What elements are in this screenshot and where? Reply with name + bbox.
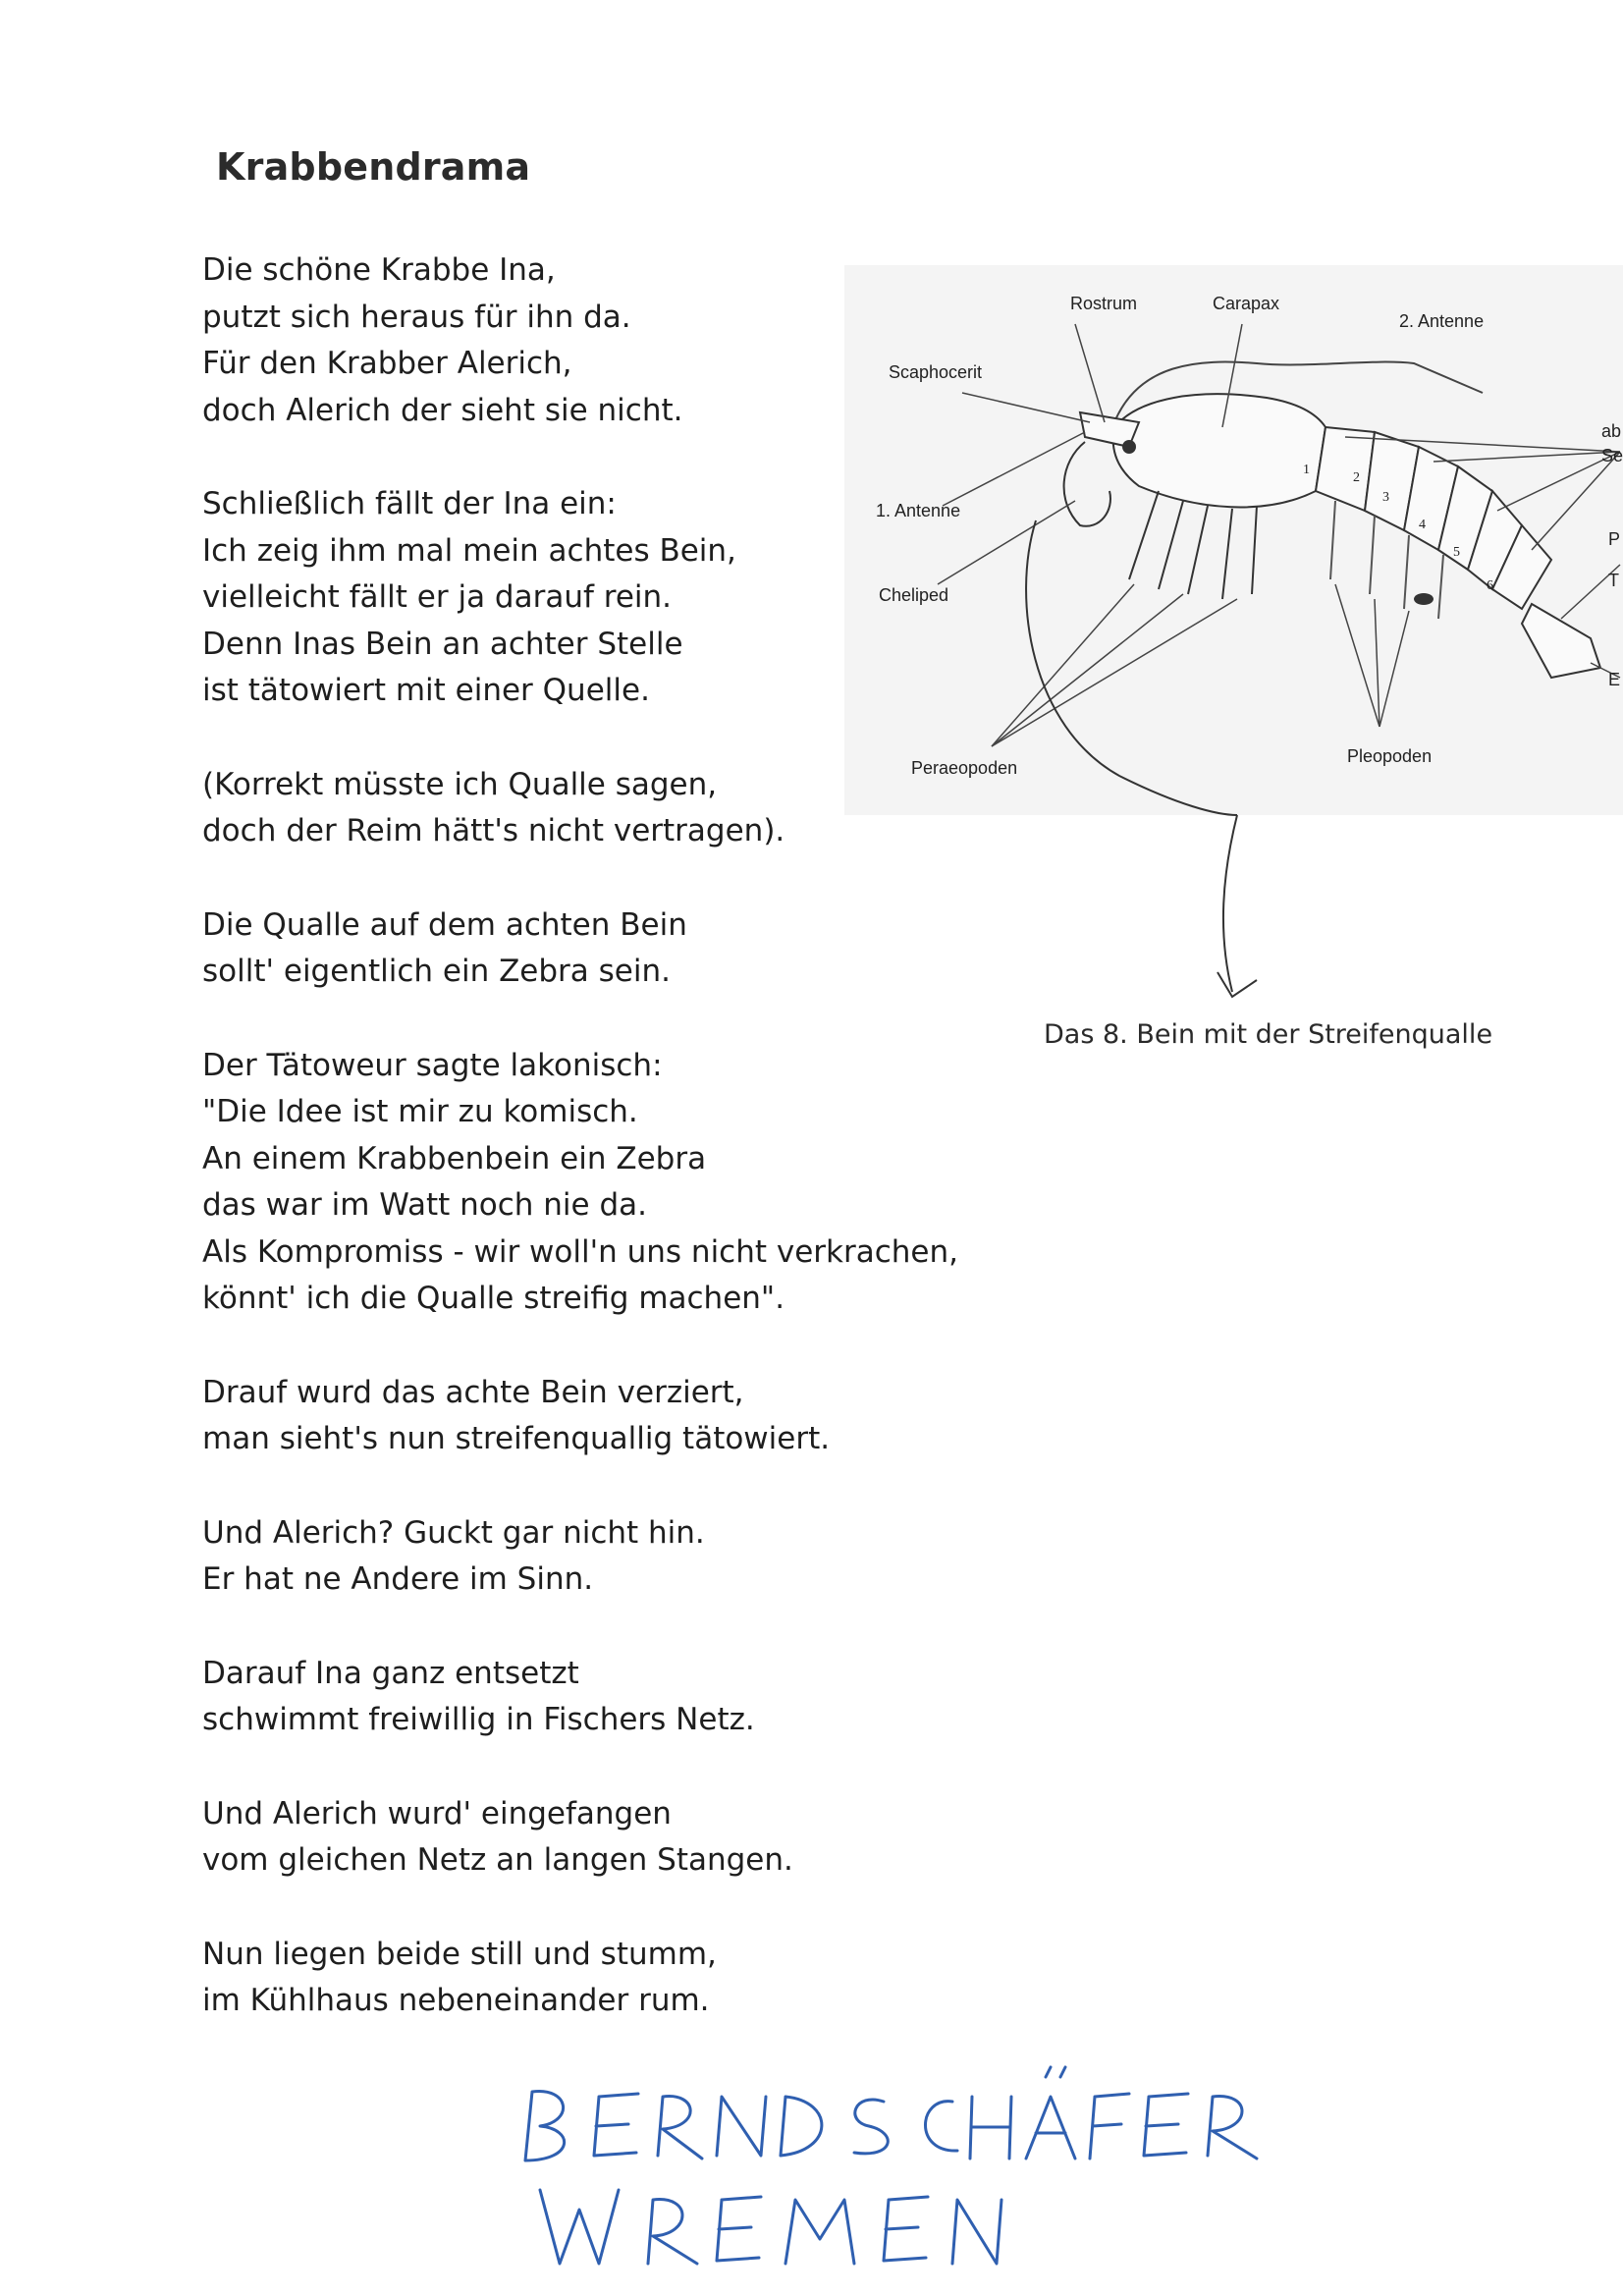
stanza (202, 1043, 1106, 1323)
poem-line: putzt sich heraus für ihn da. (202, 299, 631, 335)
poem-line: das war im Watt noch nie da. (202, 1187, 647, 1223)
partial-label-e: E (1608, 670, 1621, 689)
stanza (202, 1932, 1106, 2025)
partial-label-t: T (1608, 571, 1619, 590)
second-antenna-label: 2. Antenne (1399, 311, 1485, 331)
cheliped-label: Cheliped (879, 585, 949, 605)
stanza (202, 902, 1106, 996)
stanza (202, 1791, 1106, 1885)
tattoo-arrow-tail (1178, 815, 1296, 1021)
poem-line: Er hat ne Andere im Sinn. (202, 1561, 594, 1597)
poem-line: Denn Inas Bein an achter Stelle (202, 626, 683, 662)
poem-line: im Kühlhaus nebeneinander rum. (202, 1983, 710, 2018)
eye-shape (1122, 440, 1136, 454)
poem-line: ist tätowiert mit einer Quelle. (202, 673, 650, 708)
segment-number: 4 (1419, 518, 1426, 532)
shrimp-diagram (844, 265, 1623, 815)
poem-line: (Korrekt müsste ich Qualle sagen, (202, 766, 718, 802)
poem-line: Die schöne Krabbe Ina, (202, 252, 556, 288)
poem-line: Schließlich fällt der Ina ein: (202, 486, 617, 521)
segment-number: 5 (1453, 545, 1460, 560)
pleopoden-label: Pleopoden (1347, 746, 1433, 766)
poem-line: Und Alerich? Guckt gar nicht hin. (202, 1514, 705, 1551)
segment-number: 3 (1382, 490, 1389, 505)
poem-line: Ich zeig ihm mal mein achtes Bein, (202, 532, 736, 569)
poem-line: doch Alerich der sieht sie nicht. (202, 392, 683, 428)
poem-line: man sieht's nun streifenquallig tätowiert. (202, 1421, 831, 1456)
jellyfish-tattoo-shape (1414, 593, 1434, 605)
signature-drawing (520, 2043, 1306, 2278)
segment-label-partial: ab (1601, 421, 1622, 441)
segment-number: 2 (1353, 470, 1360, 485)
poem-title: Krabbendrama (216, 145, 531, 189)
stanza (202, 1651, 1106, 1744)
signature-strokes (525, 2067, 1257, 2264)
poem-line: "Die Idee ist mir zu komisch. (202, 1094, 638, 1129)
handwritten-signature (520, 2043, 1306, 2278)
poem-line: An einem Krabbenbein ein Zebra (202, 1140, 707, 1176)
rostrum-label: Rostrum (1070, 294, 1138, 313)
poem-line: sollt' eigentlich ein Zebra sein. (202, 954, 671, 989)
stanza (202, 1510, 1106, 1604)
poem-line: Als Kompromiss - wir woll'n uns nicht verkrachen, (202, 1233, 959, 1270)
peraeopoden-label: Peraeopoden (911, 758, 1018, 778)
segment-number: 6 (1487, 578, 1493, 593)
first-antenna-label: 1. Antenne (876, 501, 961, 520)
poem-line: Drauf wurd das achte Bein verziert, (202, 1374, 744, 1410)
partial-label-p: P (1608, 529, 1621, 549)
poem-line: vielleicht fällt er ja darauf rein. (202, 579, 673, 615)
poem-line: schwimmt freiwillig in Fischers Netz. (202, 1702, 755, 1737)
arrow-head-shape (1217, 972, 1257, 997)
segment-label-partial: Se (1601, 446, 1623, 465)
segment-number: 1 (1303, 463, 1310, 477)
poem-line: Für den Krabber Alerich, (202, 346, 572, 381)
poem-line: Darauf Ina ganz entsetzt (202, 1655, 579, 1691)
poem-line: vom gleichen Netz an langen Stangen. (202, 1842, 793, 1878)
arrow-line-shape (1223, 815, 1237, 992)
poem-line: Und Alerich wurd' eingefangen (202, 1795, 672, 1831)
poem-line: Nun liegen beide still und stumm, (202, 1936, 717, 1972)
scaphocerit-label: Scaphocerit (889, 362, 983, 382)
carapax-label: Carapax (1213, 294, 1280, 313)
poem-line: Der Tätoweur sagte lakonisch: (202, 1047, 663, 1083)
poem-line: Die Qualle auf dem achten Bein (202, 906, 687, 943)
poem-line: könnt' ich die Qualle streifig machen". (202, 1281, 785, 1316)
stanza (202, 1370, 1106, 1463)
shrimp-anatomy-figure (844, 265, 1623, 815)
poem-line: doch der Reim hätt's nicht vertragen). (202, 813, 785, 848)
figure-caption: Das 8. Bein mit der Streifenqualle (1044, 1019, 1493, 1050)
